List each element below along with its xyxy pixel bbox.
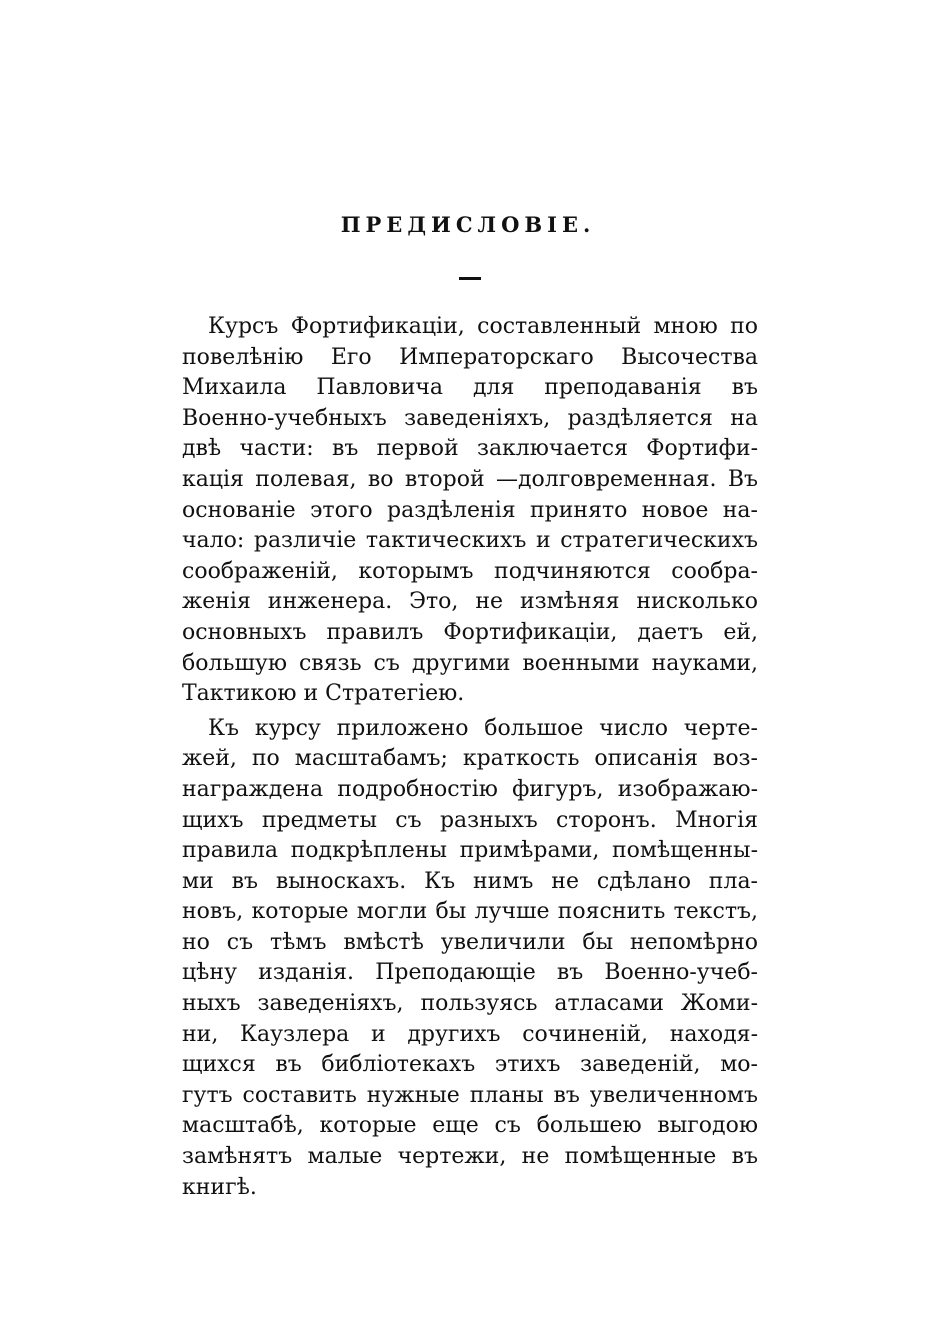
page-title: ПРЕДИСЛОВІЕ. xyxy=(340,212,596,237)
paragraph-line: Курсъ Фортификаціи, составленный мною по xyxy=(208,314,758,339)
paragraph-line: гутъ составить нужные планы въ увеличенномъ xyxy=(182,1082,758,1108)
paragraph-line: книгѣ. xyxy=(182,1174,257,1200)
paragraph-line: соображеній, которымъ подчиняются сообра- xyxy=(182,558,758,584)
paragraph-line: замѣнятъ малые чертежи, не помѣщенные въ xyxy=(182,1144,758,1170)
paragraph-line: Военно-учебныхъ заведеніяхъ, раздѣляется на xyxy=(182,405,758,431)
paragraph-line: масштабѣ, которые еще съ большею выгодою xyxy=(182,1113,758,1139)
paragraph-line: женія инженера. Это, не измѣняя нисколько xyxy=(182,589,758,615)
paragraph-line: жей, по масштабамъ; краткость описанія воз- xyxy=(182,746,758,772)
paragraph-line: Къ курсу приложено большое число черте- xyxy=(208,715,758,741)
paragraph-line: щихъ предметы съ разныхъ сторонъ. Многія xyxy=(182,807,758,833)
paragraph-line: повелѣнію Его Императорскаго Высочества xyxy=(182,344,758,370)
paragraph-line: кація полевая, во второй —долговременная. Въ xyxy=(182,466,758,492)
paragraph-line: правила подкрѣплены примѣрами, помѣщенны- xyxy=(182,838,758,864)
paragraph-line: двѣ части: въ первой заключается Фортифи- xyxy=(182,436,758,462)
paragraph-line: основныхъ правилъ Фортификаціи, даетъ ей, xyxy=(182,619,758,645)
paragraph-line: большую связь съ другими военными науками, xyxy=(182,650,758,676)
paragraph-line: чало: различіе тактическихъ и стратегическихъ xyxy=(182,528,758,554)
paragraph-line: ми въ выноскахъ. Къ нимъ не сдѣлано пла- xyxy=(182,868,758,894)
paragraph-line: основаніе этого раздѣленія принято новое на- xyxy=(182,497,758,523)
paragraph-line: Тактикою и Стратегіею. xyxy=(182,681,465,707)
preface-body xyxy=(182,312,758,1203)
paragraph-line: ни, Каузлера и другихъ сочиненій, находя- xyxy=(182,1021,758,1047)
title-rule xyxy=(459,277,481,280)
paragraph-line: цѣну изданія. Преподающіе въ Военно-учеб- xyxy=(182,960,758,986)
paragraph-line: щихся въ библіотекахъ этихъ заведеній, мо- xyxy=(182,1052,758,1078)
paragraph-line: но съ тѣмъ вмѣстѣ увеличили бы непомѣрно xyxy=(182,929,758,955)
paragraph-line: награждена подробностію фигуръ, изображаю- xyxy=(182,776,758,802)
paragraph-line: ныхъ заведеніяхъ, пользуясь атласами Жоми- xyxy=(182,991,758,1017)
paragraph-line: Михаила Павловича для преподаванія въ xyxy=(182,375,758,401)
paragraph-line: новъ, которые могли бы лучше пояснить текстъ, xyxy=(182,899,758,925)
